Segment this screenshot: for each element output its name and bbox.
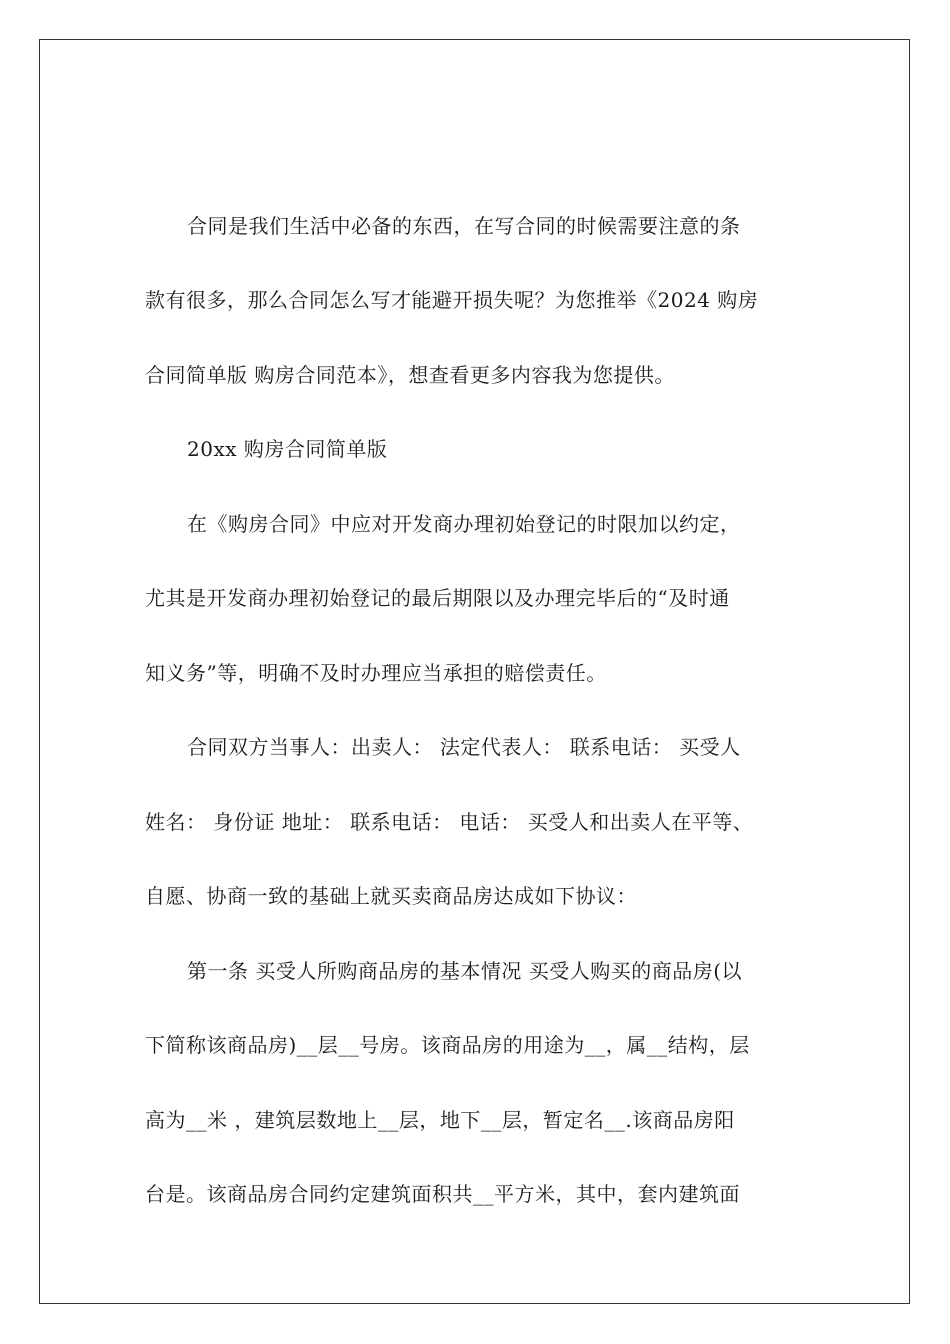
registration-paragraph-line-2: 尤其是开发商办理初始登记的最后期限以及办理完毕后的“及时通 [145, 586, 730, 610]
parties-paragraph-line-1: 合同双方当事人：出卖人： 法定代表人： 联系电话： 买受人 [187, 735, 741, 759]
article-one-line-3: 高为__米 ，建筑层数地上__层，地下__层，暂定名__.该商品房阳 [145, 1108, 735, 1132]
section-heading: 20xx 购房合同简单版 [187, 437, 388, 461]
registration-paragraph-line-1: 在《购房合同》中应对开发商办理初始登记的时限加以约定， [187, 512, 741, 536]
registration-paragraph-line-3: 知义务”等，明确不及时办理应当承担的赔偿责任。 [145, 661, 607, 685]
intro-paragraph-line-1: 合同是我们生活中必备的东西，在写合同的时候需要注意的条 [187, 214, 741, 238]
article-one-line-2: 下简称该商品房)__层__号房。该商品房的用途为__，属__结构，层 [145, 1033, 750, 1057]
article-one-line-1: 第一条 买受人所购商品房的基本情况 买受人购买的商品房(以 [187, 959, 743, 983]
intro-paragraph-line-2: 款有很多，那么合同怎么写才能避开损失呢？为您推举《2024 购房 [145, 288, 759, 312]
article-one-line-4: 台是。该商品房合同约定建筑面积共__平方米，其中，套内建筑面 [145, 1182, 740, 1206]
parties-paragraph-line-3: 自愿、协商一致的基础上就买卖商品房达成如下协议： [145, 884, 637, 908]
parties-paragraph-line-2: 姓名： 身份证 地址： 联系电话： 电话： 买受人和出卖人在平等、 [145, 810, 754, 834]
intro-paragraph-line-3: 合同简单版 购房合同范本》，想查看更多内容我为您提供。 [145, 363, 675, 387]
